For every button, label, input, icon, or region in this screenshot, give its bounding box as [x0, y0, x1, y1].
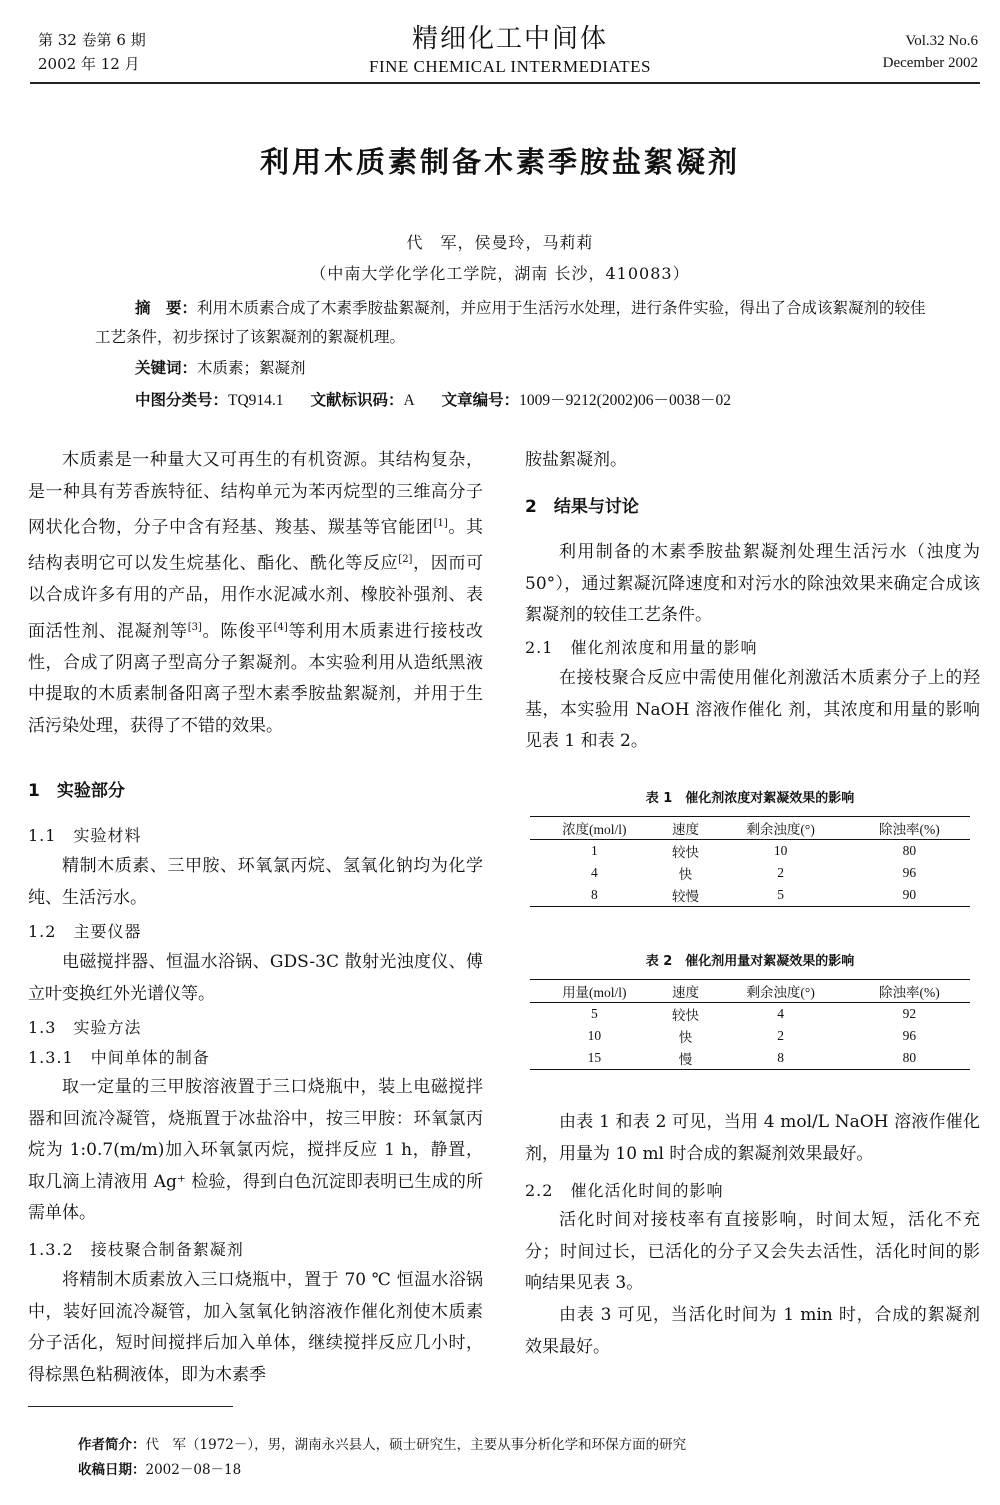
- footnote-rule: [28, 1406, 233, 1407]
- intro-text-e: 等利用木质素进行接枝改性，合成了阴离子型高分子絮凝剂。本实验利用从造纸黑液中提取的木质素制备阳离子型木素季胺盐絮凝剂，并用于生活污染处理，获得了不错的效果。: [28, 621, 484, 736]
- table-cell: 2: [777, 865, 785, 880]
- received-date-label: 收稿日期：: [78, 1462, 146, 1478]
- table-cell: 10: [587, 1028, 602, 1043]
- authors: 代 军，侯曼玲，马莉莉: [406, 233, 594, 252]
- continued-text: 胺盐絮凝剂。: [525, 450, 627, 470]
- table-1: [530, 816, 970, 907]
- intro-paragraph: [28, 445, 483, 742]
- journal-title: [300, 22, 720, 78]
- issue-info: [38, 28, 146, 76]
- table-row: [530, 1047, 970, 1070]
- table-cell: 4: [590, 865, 598, 880]
- article-no-label: 文章编号：: [441, 391, 520, 409]
- ref-1: [1]: [433, 518, 448, 529]
- table-cell: 4: [777, 1006, 785, 1021]
- table-row: [530, 884, 970, 907]
- section-1-1-heading: 1.1 实验材料: [28, 826, 142, 845]
- table-row: [530, 862, 970, 884]
- article-no-value: 1009－9212(2002)06－0038－02: [519, 392, 731, 409]
- table-header-cell: 剩余浊度(°): [746, 985, 815, 1000]
- volume-issue: 第 32 卷第 6 期: [38, 31, 146, 49]
- header-rule: [30, 82, 980, 84]
- table-cell: 5: [590, 1006, 598, 1021]
- keywords-label: 关键词：: [135, 359, 198, 377]
- table-row: [530, 1003, 970, 1026]
- author-bio-label: 作者简介：: [78, 1437, 146, 1453]
- author-bio-text: 代 军（1972－），男，湖南永兴县人，硕士研究生，主要从事分析化学和环保方面的研究: [145, 1437, 687, 1453]
- doc-code-label: 文献标识码：: [310, 391, 404, 409]
- section-2-text: 利用制备的木素季胺盐絮凝剂处理生活污水（浊度为 50°），通过絮凝沉降速度和对污水的除浊效果来确定合成该絮凝剂的较佳工艺条件。: [525, 542, 980, 625]
- section-2-heading: 2 结果与讨论: [525, 497, 639, 517]
- intro-text-b: 。其结构表明它可以发生烷基化、酯化、酰化等反应: [28, 517, 484, 574]
- table-cell: 2: [777, 1028, 785, 1043]
- classification: [135, 388, 731, 410]
- table-cell: 较快: [672, 1008, 700, 1023]
- intro-text-d: 。陈俊平: [201, 621, 274, 642]
- table-cell: 90: [902, 887, 917, 902]
- section-2-1-heading: 2.1 催化剂浓度和用量的影响: [525, 638, 758, 657]
- table-header-cell: 剩余浊度(°): [746, 822, 815, 837]
- section-1-3-1-heading: 1.3.1 中间单体的制备: [28, 1048, 210, 1067]
- section-1-3-heading: 1.3 实验方法: [28, 1018, 142, 1037]
- received-date: [78, 1458, 241, 1478]
- table-cell: 8: [777, 1050, 785, 1065]
- issue-info-en: [883, 30, 978, 74]
- section-2-2-text: 活化时间对接枝率有直接影响，时间太短，活化不充分；时间过长，已活化的分子又会失去活性，活化时间的影响结果见表 3。: [525, 1210, 980, 1293]
- issue-date-en: December 2002: [882, 55, 978, 71]
- journal-title-en: FINE CHEMICAL INTERMEDIATES: [368, 57, 652, 76]
- table-header-cell: 除浊率(%): [879, 822, 940, 837]
- table-cell: 1: [590, 843, 598, 858]
- table-cell: 较慢: [672, 889, 700, 904]
- ref-2: [2]: [398, 554, 413, 566]
- section-1-1-text: 精制木质素、三甲胺、环氧氯丙烷、氢氧化钠均为化学纯、生活污水。: [28, 856, 483, 908]
- section-1-2-text: 电磁搅拌器、恒温水浴锅、GDS-3C 散射光浊度仪、傅立叶变换红外光谱仪等。: [28, 952, 483, 1004]
- affiliation: （中南大学化学化工学院，湖南 长沙，410083）: [310, 264, 690, 283]
- table-row: [530, 1025, 970, 1047]
- received-date-value: 2002－08－18: [145, 1462, 242, 1478]
- table-2: [530, 979, 970, 1070]
- table-cell: 慢: [678, 1052, 693, 1067]
- table-cell: 15: [587, 1050, 602, 1065]
- abstract-text: 利用木质素合成了木素季胺盐絮凝剂，并应用于生活污水处理，进行条件实验，得出了合成该絮凝剂的较佳工艺条件，初步探讨了该絮凝剂的絮凝机理。: [95, 299, 926, 346]
- table-cell: 8: [590, 887, 598, 902]
- section-1-heading: 1 实验部分: [28, 781, 125, 801]
- keywords-text: 木质素；絮凝剂: [197, 359, 306, 377]
- table-header-cell: 除浊率(%): [879, 985, 940, 1000]
- abstract: [95, 294, 935, 352]
- section-1-3-2-heading: 1.3.2 接枝聚合制备絮凝剂: [28, 1240, 244, 1259]
- keywords: [135, 356, 306, 378]
- journal-title-cn: 精细化工中间体: [411, 24, 608, 54]
- ref-4: [4]: [273, 621, 288, 633]
- table-cell: 较快: [672, 845, 700, 860]
- table-header-cell: 速度: [672, 985, 700, 1000]
- volume-issue-en: Vol.32 No.6: [905, 33, 978, 49]
- clc-value: TQ914.1: [228, 392, 284, 409]
- table-cell: 96: [902, 865, 917, 880]
- paper-title: 利用木质素制备木素季胺盐絮凝剂: [259, 145, 740, 179]
- table-cell: 5: [777, 887, 785, 902]
- table-row: [530, 840, 970, 863]
- table-header-cell: 用量(mol/l): [562, 985, 627, 1000]
- section-1-3-2-text: 将精制木质素放入三口烧瓶中，置于 70 ℃ 恒温水浴锅中，装好回流冷凝管，加入氢氧化钠溶液作催化剂使木质素分子活化，短时间搅拌后加入单体，继续搅拌反应几小时，得棕黑色粘稠液体，即为木素季: [28, 1270, 483, 1385]
- table-cell: 80: [902, 843, 917, 858]
- issue-date: 2002 年 12 月: [38, 55, 140, 73]
- table-cell: 快: [678, 1030, 693, 1045]
- section-2-2-heading: 2.2 催化活化时间的影响: [525, 1181, 724, 1200]
- clc-label: 中图分类号：: [135, 391, 229, 409]
- table-header-cell: 浓度(mol/l): [562, 822, 627, 837]
- section-2-1-text: 在接枝聚合反应中需使用催化剂激活木质素分子上的羟基，本实验用 NaOH 溶液作催化 剂，其浓度和用量的影响见表 1 和表 2。: [525, 668, 980, 751]
- table-header-cell: 速度: [672, 822, 700, 837]
- abstract-label: 摘 要：: [135, 299, 198, 317]
- table-1-caption: 表 1 催化剂浓度对絮凝效果的影响: [645, 791, 855, 806]
- ref-3: [3]: [187, 621, 202, 633]
- section-1-2-heading: 1.2 主要仪器: [28, 922, 142, 941]
- table-cell: 96: [902, 1028, 917, 1043]
- table-cell: 80: [902, 1050, 917, 1065]
- intro-text-c: ，因而可以合成许多有用的产品，用作水泥减水剂、橡胶补强剂、表面活性剂、混凝剂等: [28, 553, 484, 642]
- table-cell: 92: [902, 1006, 917, 1021]
- doc-code-value: A: [403, 392, 415, 409]
- section-2-2-conclusion: 由表 3 可见，当活化时间为 1 min 时，合成的絮凝剂效果最好。: [525, 1305, 980, 1357]
- table-cell: 10: [773, 843, 788, 858]
- section-1-3-1-text: 取一定量的三甲胺溶液置于三口烧瓶中，装上电磁搅拌器和回流冷凝管，烧瓶置于冰盐浴中，按三甲胺：环氧氯丙烷为 1:0.7(m/m)加入环氧氯丙烷，搅拌反应 1 h，静置，取几滴上清液用 Ag⁺ 检验，得到白色沉淀即表明已生成的所需单体。: [28, 1077, 483, 1223]
- intro-text-a: 木质素是一种量大又可再生的有机资源。其结构复杂，是一种具有芳香族特征、结构单元为苯丙烷型的三维高分子网状化合物，分子中含有羟基、羧基、羰基等官能团: [28, 450, 483, 538]
- table-cell: 快: [678, 867, 693, 882]
- table-2-caption: 表 2 催化剂用量对絮凝效果的影响: [645, 954, 855, 969]
- table-discussion-text: 由表 1 和表 2 可见，当用 4 mol/L NaOH 溶液作催化剂，用量为 10 ml 时合成的絮凝剂效果最好。: [525, 1112, 980, 1164]
- author-bio: [78, 1433, 686, 1453]
